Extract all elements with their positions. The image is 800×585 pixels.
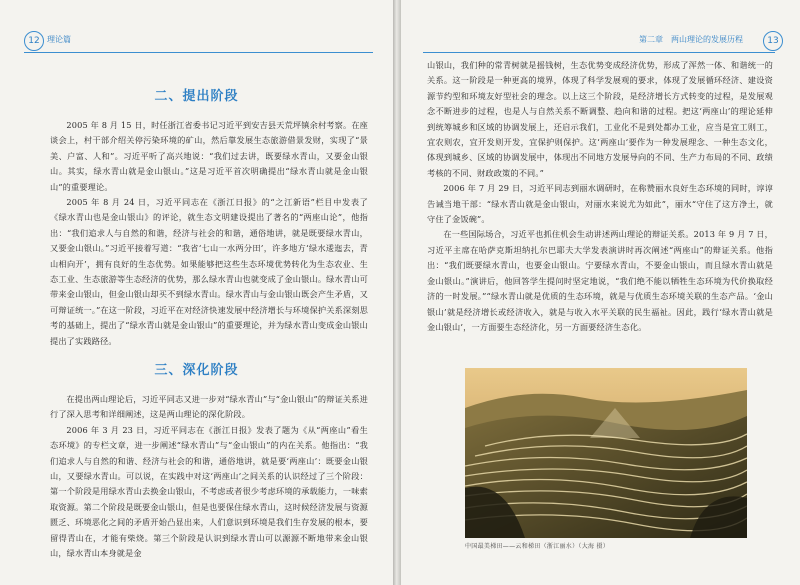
header-rule-right — [423, 52, 775, 53]
running-head-left: 理论篇 — [47, 35, 71, 44]
book-gutter — [393, 0, 401, 585]
section-deepening-body — [50, 392, 368, 561]
right-page — [401, 0, 800, 585]
left-page — [0, 0, 393, 585]
paragraph: 2005 年 8 月 24 日，习近平同志在《浙江日报》的“之江新语”栏目中发表了《绿水青山也是金山银山》的评论，就生态文明建设提出了著名的“两座山论”，他指出：“我们追求人与自然的和谐，经济与社会的和谐，通俗地讲，就是既要绿水青山，又要金山银山。”习近平接着写道：“我省‘七山一水两分田’，许多地方‘绿水逶迤去，青山相向开’，拥有良好的生态优势。如果能够把这些生态环境优势转化为生态农业、生态工业、生态旅游等生态经济的优势，那么绿水青山也就变成了金山银山。绿水青山可带来金山银山，但金山银山却买不到绿水青山。绿水青山与金山银山既会产生矛盾，又可辩证统一。”在这一阶段，习近平在对经济快速发展中经济增长与环境保护关系深刻思考的基础上，提出了“绿水青山就是金山银山”的重要理论，并为绿水青山变成金山银山提出了实践路径。 — [50, 197, 368, 346]
running-head-right: 第二章 两山理论的发展历程 — [639, 35, 743, 44]
paragraph: 2006 年 3 月 23 日，习近平同志在《浙江日报》发表了题为《从“两座山”看生态环境》的专栏文章，进一步阐述“绿水青山”与“金山银山”的内在关系。他指出：“我们追求人与自然的和谐、经济与社会的和谐，通俗地讲，就是要‘两座山’：既要金山银山，又要绿水青山。可以说，在实践中对这‘两座山’之间关系的认识经过了三个阶段：第一个阶段是用绿水青山去换金山银山，不考虑或者很少考虑环境的承载能力，一味索取资源。第二个阶段是既要金山银山，但是也要保住绿水青山，这时候经济发展与资源匮乏、环境恶化之间的矛盾开始凸显出来，人们意识到环境是我们生存发展的根本，要留得青山在，才能有柴烧。第三个阶段是认识到绿水青山可以源源不断地带来金山银山，绿水青山本身就是金 — [50, 424, 368, 559]
header-rule-left — [24, 52, 373, 53]
section-heading-deepening: 三、深化阶段 — [154, 363, 239, 378]
page-number-left: 12 — [24, 31, 44, 51]
section-heading-proposal: 二、提出阶段 — [154, 89, 239, 104]
section-proposal-body — [50, 118, 368, 349]
paragraph: 在一些国际场合，习近平也抓住机会生动讲述两山理论的辩证关系。2013 年 9 月 7 日，习近平主席在哈萨克斯坦纳扎尔巴耶夫大学发表演讲时再次阐述“两座山”的辩证关系。他指出：“我们既要绿水青山，也要金山银山。宁要绿水青山，不要金山银山，而且绿水青山就是金山银山。”演讲后，他回答学生提问时坚定地说，“我们绝不能以牺牲生态环境为代价换取经济的一时发展。”“绿水青山就是优质的生态环境，就是与优质生态环境关联的生态产品。‘金山银山’就是经济增长或经济收入，就是与收入水平关联的民生福祉。因此，践行‘绿水青山就是金山银山’，一方面要生态经济化，另一方面要经济生态化。 — [427, 229, 773, 332]
terraced-fields-photo — [465, 368, 747, 538]
right-page-body — [427, 58, 773, 335]
paragraph: 2005 年 8 月 15 日，时任浙江省委书记习近平到安吉县天荒坪镇余村考察。在座谈会上，村干部介绍关停污染环境的矿山，然后靠发展生态旅游借景发财，实现了“景美、户富、人和”。习近平听了高兴地说：“我们过去讲，既要绿水青山，又要金山银山。其实，绿水青山就是金山银山。”这是习近平首次明确提出“绿水青山就是金山银山”的重要理论。 — [50, 120, 368, 192]
paragraph: 2006 年 7 月 29 日，习近平同志到丽水调研时，在称赞丽水良好生态环境的同时，谆谆告诫当地干部：“绿水青山就是金山银山，对丽水来说尤为如此”，丽水“守住了这方净土，就守住了金饭碗”。 — [427, 183, 773, 225]
photo-caption: 中国最美梯田——云和梯田（浙江丽水）（大海 摄） — [465, 543, 610, 550]
page-number-right: 13 — [763, 31, 783, 51]
paragraph: 山银山，我们种的常青树就是摇钱树，生态优势变成经济优势，形成了浑然一体、和谐统一的关系。这一阶段是一种更高的境界，体现了科学发展观的要求，体现了发展循环经济、建设资源节约型和环境友好型社会的理念。以上这三个阶段，是经济增长方式转变的过程，是发展观念不断进步的过程，也是人与自然关系不断调整、趋向和谐的过程。把这‘两座山’的理论延伸到统筹城乡和区域的协调发展上，还启示我们，工业化不是到处都办工业，应当是宜工则工，宜农则农，宜开发则开发，宜保护则保护。这‘两座山’要作为一种发展理念、一种生态文化，体现到城乡、区域的协调发展中，体现出不同地方发展导向的不同、生产力布局的不同、政绩考核的不同、财政政策的不同。” — [427, 60, 773, 178]
paragraph: 在提出两山理论后，习近平同志又进一步对“绿水青山”与“金山银山”的辩证关系进行了深入思考和详细阐述，这是两山理论的深化阶段。 — [50, 394, 368, 420]
